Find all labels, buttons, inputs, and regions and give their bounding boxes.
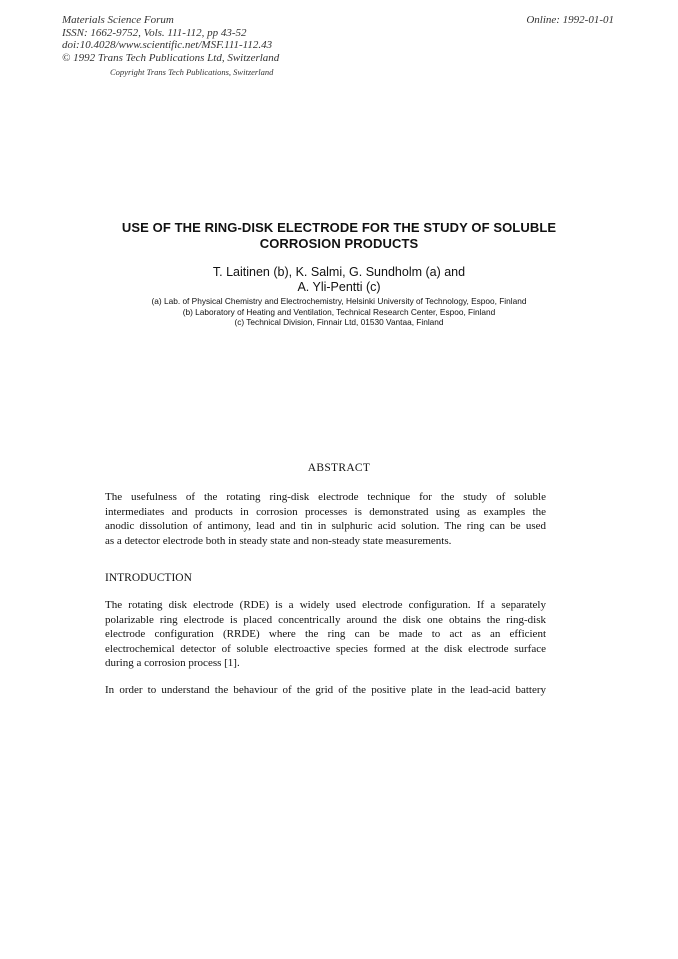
abstract-text <box>105 490 546 548</box>
online-date: Online: 1992-01-01 <box>526 14 614 26</box>
paper-title <box>60 220 618 252</box>
text-line: The rotating disk electrode (RDE) is a widely used electrode configuration. If a separately <box>105 599 546 611</box>
publisher-line: © 1992 Trans Tech Publications Ltd, Switzerland <box>62 51 280 64</box>
text-line: anodic dissolution of antimony, lead and tin in sulphuric acid solution. The ring can be used <box>105 520 546 533</box>
text-line: as a detector electrode both in steady state and non-steady state measurements. <box>105 534 452 547</box>
issn-line: ISSN: 1662-9752, Vols. 111-112, pp 43-52 <box>62 26 247 39</box>
affiliation-c: (c) Technical Division, Finnair Ltd, 01530 Vantaa, Finland <box>234 317 444 327</box>
doi-line: doi:10.4028/www.scientific.net/MSF.111-112.43 <box>62 39 273 51</box>
text-line: In order to understand the behaviour of the grid of the positive plate in the lead-acid battery <box>105 684 546 696</box>
affiliation-b: (b) Laboratory of Heating and Ventilation, Technical Research Center, Espoo, Finland <box>182 306 496 317</box>
affiliation-a: (a) Lab. of Physical Chemistry and Electrochemistry, Helsinki University of Technology, Espoo, Finland <box>151 296 527 306</box>
author-list <box>60 265 618 295</box>
journal-name: Materials Science Forum <box>62 14 174 26</box>
abstract-heading: ABSTRACT <box>307 462 371 474</box>
text-line: during a corrosion process [1]. <box>105 657 240 670</box>
text-line: The usefulness of the rotating ring-disk electrode technique for the study of soluble <box>105 491 546 503</box>
introduction-heading: INTRODUCTION <box>105 572 192 584</box>
authors-line: T. Laitinen (b), K. Salmi, G. Sundholm (a) and <box>212 265 466 279</box>
journal-citation <box>62 14 279 64</box>
title-line: USE OF THE RING-DISK ELECTRODE FOR THE STUDY OF SOLUBLE <box>121 220 557 235</box>
text-line: intermediates and products in corrosion processes is demonstrated using as examples the <box>105 505 546 518</box>
text-line: electrode configuration (RRDE) where the ring can be made to act as an efficient <box>105 628 546 641</box>
text-line: polarizable ring electrode is placed concentrically around the disk one obtains the ring-disk <box>105 613 546 626</box>
text-line: electrochemical detector of soluble electroactive species formed at the disk electrode surface <box>105 642 546 655</box>
title-line: CORROSION PRODUCTS <box>259 236 419 251</box>
introduction-paragraph-1 <box>105 598 546 671</box>
affiliations <box>60 296 618 328</box>
introduction-paragraph-2 <box>105 683 546 698</box>
authors-line: A. Yli-Pentti (c) <box>297 280 381 294</box>
copyright-notice: Copyright Trans Tech Publications, Switzerland <box>110 67 274 77</box>
